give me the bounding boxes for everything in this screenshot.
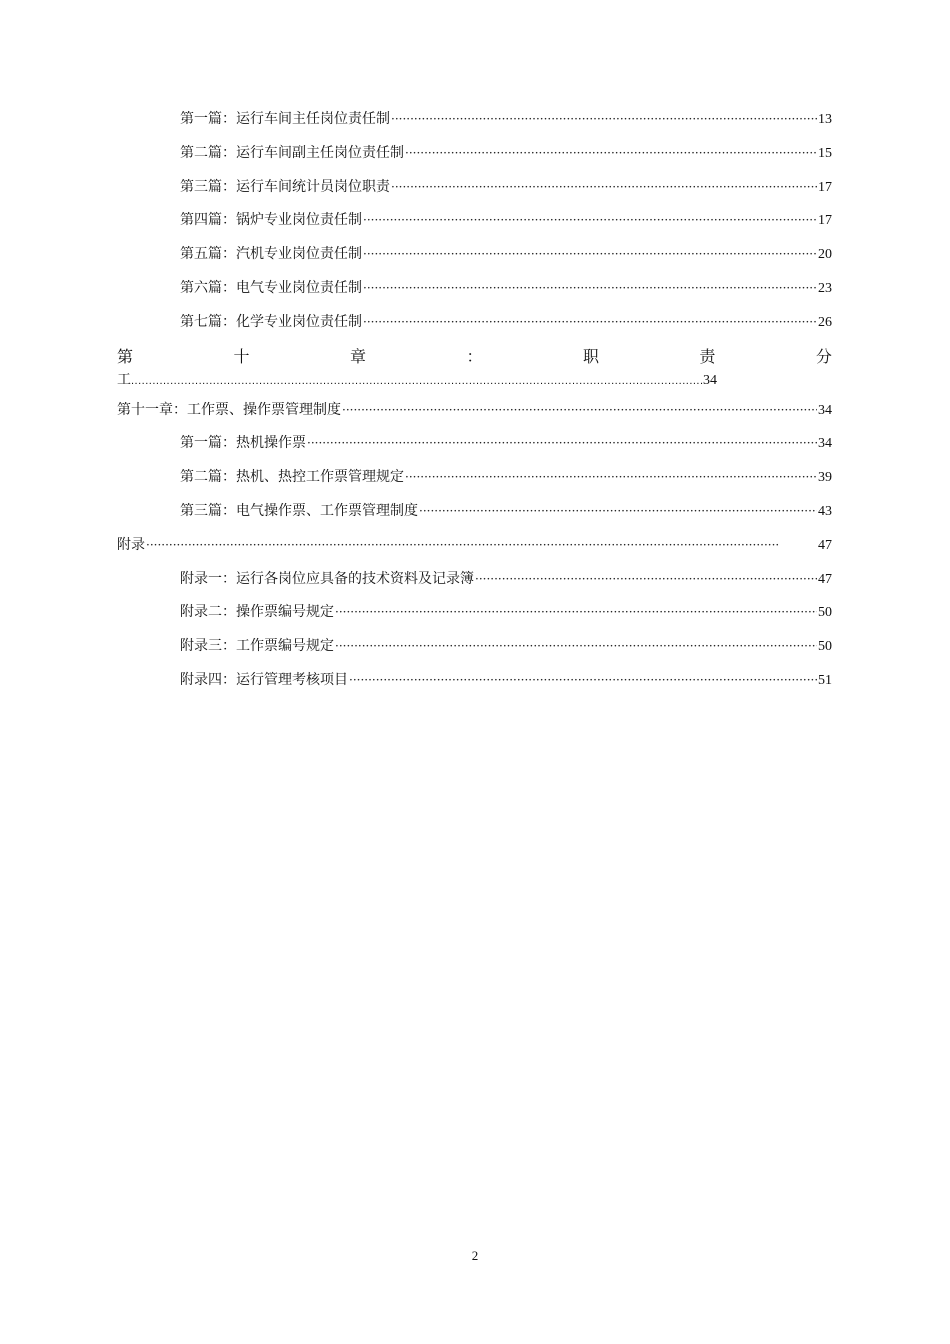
dot-leader: [391, 176, 817, 198]
toc-entry[interactable]: [117, 209, 832, 243]
dot-leader: [475, 568, 817, 590]
toc-entry-title: 第五篇：汽机专业岗位责任制: [180, 246, 362, 263]
chapter-10-char: 十: [233, 346, 250, 366]
chapter-10-char: 章: [349, 346, 366, 366]
chapter-10-char: 责: [699, 346, 716, 366]
toc-entry-page: 17: [818, 213, 832, 229]
dot-leader: [363, 209, 817, 231]
toc-entry-title: 第七篇：化学专业岗位责任制: [180, 313, 362, 330]
toc-entry[interactable]: [117, 142, 832, 176]
dot-leader: [335, 635, 817, 657]
toc-entry[interactable]: [117, 669, 832, 703]
toc-entry-page: 34: [818, 436, 832, 452]
toc-entry-title: 第六篇：电气专业岗位责任制: [180, 279, 362, 296]
table-of-contents: [117, 108, 832, 703]
toc-entry[interactable]: [117, 466, 832, 500]
chapter-10-continuation: [117, 369, 717, 391]
toc-entry-title: 第十一章：工作票、操作票管理制度: [117, 401, 341, 418]
toc-entry-page: 34: [703, 372, 717, 388]
toc-entry-title: 第三篇：电气操作票、工作票管理制度: [180, 502, 418, 519]
toc-chapter-10[interactable]: [117, 345, 832, 399]
dot-leader: [342, 399, 817, 421]
chapter-10-char: 职: [582, 346, 599, 366]
toc-entry[interactable]: [117, 277, 832, 311]
toc-entry-page: 47: [818, 571, 832, 587]
toc-entry[interactable]: [117, 500, 832, 534]
toc-entry-title: 第一篇：运行车间主任岗位责任制: [180, 111, 390, 127]
dot-leader: [391, 108, 817, 130]
toc-entry-title: 附录四：运行管理考核项目: [180, 671, 348, 688]
dot-leader: [131, 370, 703, 392]
toc-entry-page: 50: [818, 639, 832, 655]
dot-leader: [405, 142, 817, 164]
toc-entry-title: 第二篇：热机、热控工作票管理规定: [180, 469, 404, 486]
dot-leader: [335, 601, 817, 623]
toc-entry-page: 17: [818, 179, 832, 195]
chapter-10-char: 第: [117, 346, 134, 366]
toc-entry-page: 26: [818, 314, 832, 330]
dot-leader: [349, 669, 817, 691]
chapter-10-tail: 工: [117, 371, 131, 388]
toc-entry[interactable]: [117, 601, 832, 635]
page-number: 2: [471, 1248, 479, 1263]
toc-entry[interactable]: [117, 432, 832, 466]
dot-leader: [146, 534, 817, 556]
toc-entry-page: 47: [818, 537, 832, 553]
toc-entry-page: 50: [818, 605, 832, 621]
dot-leader: [405, 466, 817, 488]
chapter-10-char: ：: [466, 346, 483, 366]
toc-entry[interactable]: [117, 635, 832, 669]
toc-entry[interactable]: [117, 568, 832, 602]
dot-leader: [419, 500, 817, 522]
dot-leader: [363, 311, 817, 333]
dot-leader: [363, 243, 817, 265]
dot-leader: [307, 432, 817, 454]
toc-entry[interactable]: [117, 176, 832, 210]
toc-entry-page: 39: [818, 470, 832, 486]
toc-entry-title: 附录三：工作票编号规定: [180, 638, 334, 655]
chapter-10-heading: [117, 345, 832, 369]
chapter-10-char: 分: [815, 346, 832, 366]
toc-entry-title: 第三篇：运行车间统计员岗位职责: [180, 178, 390, 195]
toc-entry[interactable]: [117, 311, 832, 345]
toc-entry-page: 51: [818, 672, 832, 688]
toc-entry-title: 附录: [117, 536, 145, 553]
toc-entry-title: 第一篇：热机操作票: [180, 435, 306, 452]
toc-entry[interactable]: [117, 108, 832, 142]
toc-chapter-11[interactable]: [117, 399, 832, 433]
toc-entry-title: 第四篇：锅炉专业岗位责任制: [180, 212, 362, 229]
toc-entry-page: 43: [818, 503, 832, 519]
toc-entry-page: 23: [818, 280, 832, 296]
toc-entry-page: 15: [818, 145, 832, 161]
toc-entry-title: 第二篇：运行车间副主任岗位责任制: [180, 144, 404, 161]
toc-entry-title: 附录一：运行各岗位应具备的技术资料及记录簿: [180, 570, 474, 587]
toc-entry-title: 附录二：操作票编号规定: [180, 604, 334, 621]
toc-entry[interactable]: [117, 243, 832, 277]
toc-entry-page: 20: [818, 247, 832, 263]
toc-entry-page: 34: [818, 402, 832, 418]
toc-entry-page: 13: [818, 112, 832, 127]
toc-appendix[interactable]: [117, 534, 832, 568]
dot-leader: [363, 277, 817, 299]
